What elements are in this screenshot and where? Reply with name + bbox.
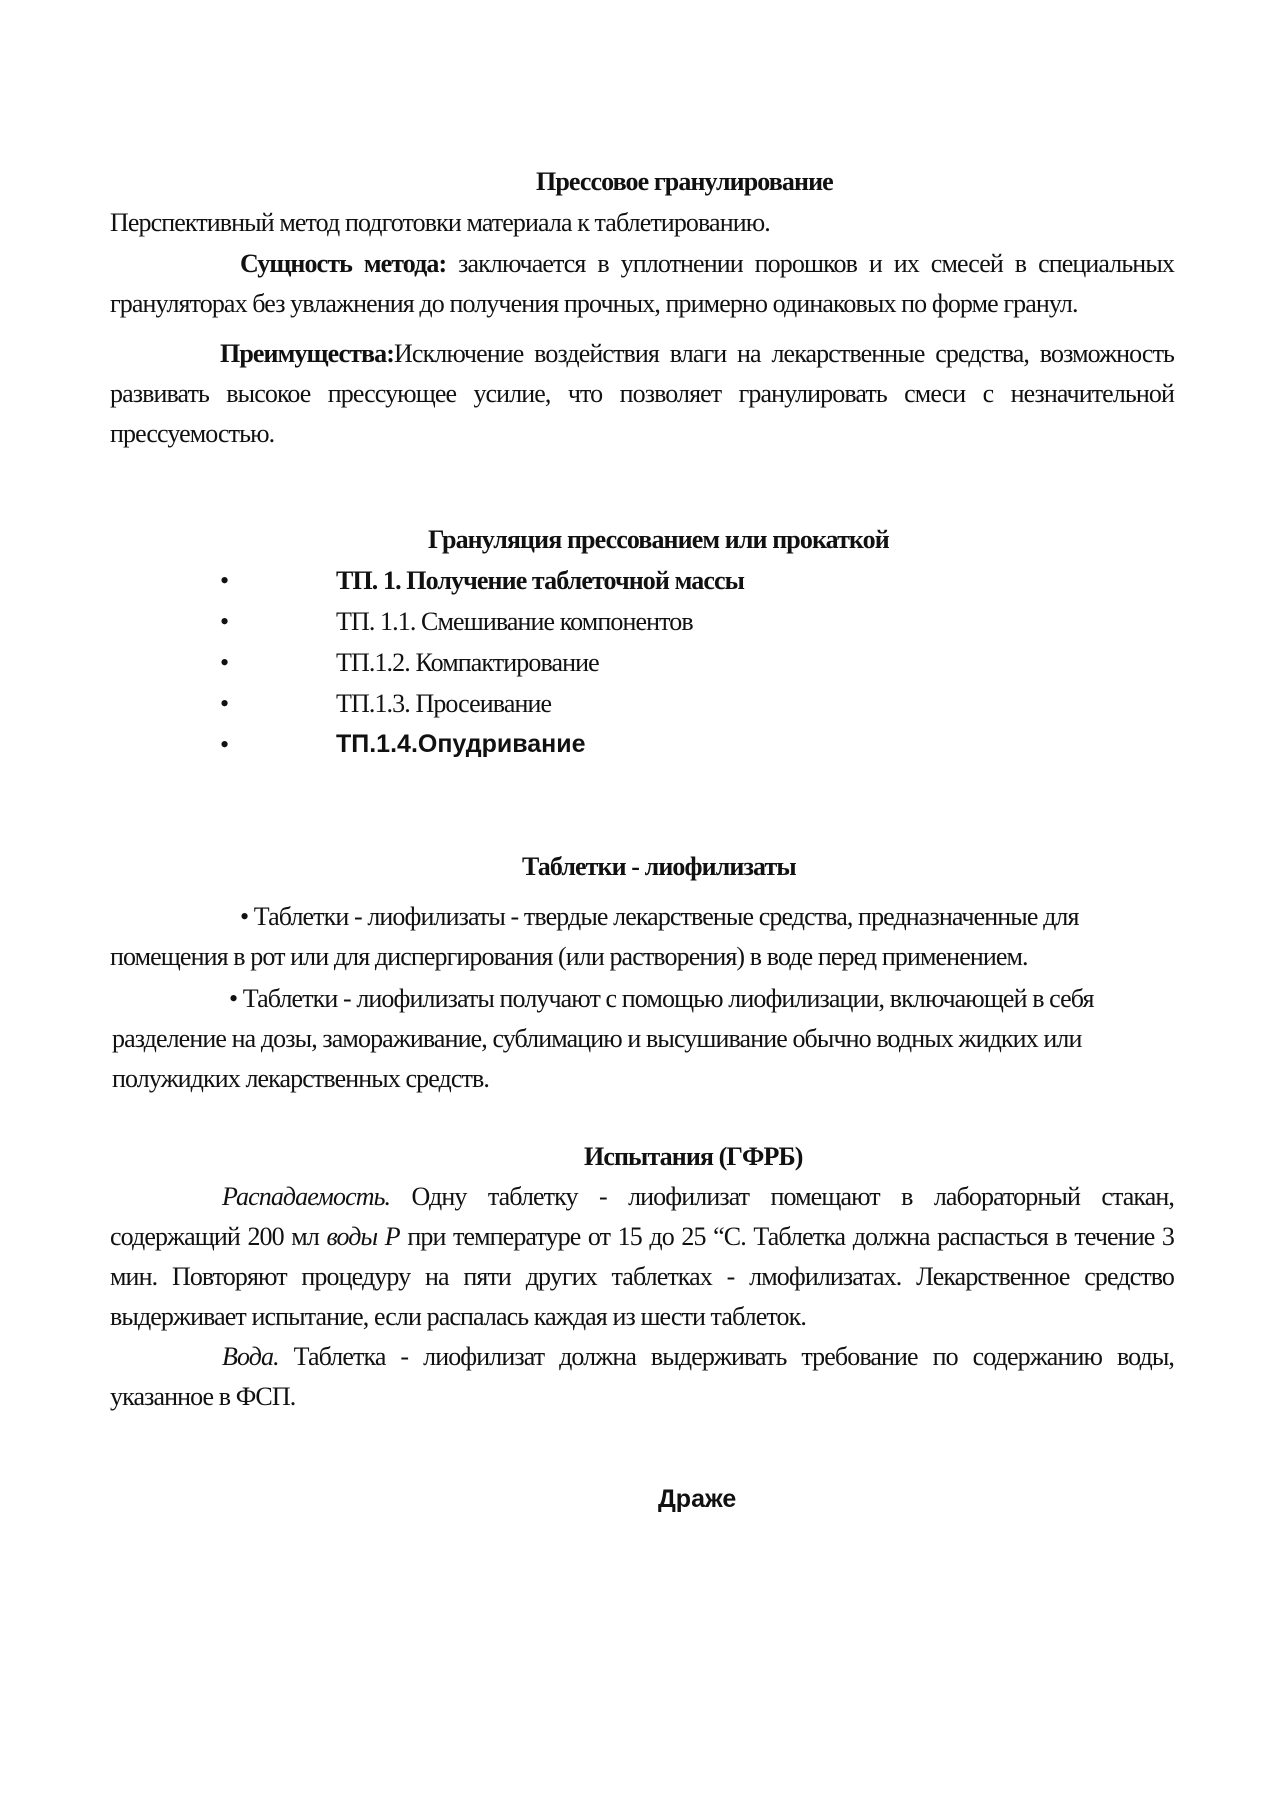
list-item [110, 560, 1174, 601]
tests-disintegration-paragraph [110, 1177, 1174, 1337]
water-text: Таблетка - лиофилизат должна выдерживать требование по содержанию воды, указанное в ФСП. [110, 1342, 1174, 1411]
bullet-icon: • [220, 607, 229, 636]
list-item [110, 601, 1174, 642]
heading-granulation-pressing: Грануляция прессованием или прокаткой [428, 525, 889, 554]
water-label: Вода. [222, 1342, 279, 1371]
pressing-advantages-paragraph [110, 334, 1174, 454]
heading-tests: Испытания (ГФРБ) [584, 1142, 803, 1171]
list-item-text: ТП.1.4.Опудривание [336, 730, 586, 758]
disintegration-text-2: при температуре от 15 до 25 “С. Таблетка должна распасться в течение 3 мин. Повторяют процедуру на пяти других таблетках - лмофилизатах. Лекарственное средство выдерживает испытание, если распалась каждая из шести таблеток. [110, 1222, 1174, 1331]
bullet-icon: • [220, 648, 229, 677]
pressing-intro: Перспективный метод подготовки материала к таблетированию. [110, 208, 770, 237]
spacer [110, 454, 1174, 520]
heading-dragee: Драже [658, 1485, 737, 1513]
disintegration-text-1: Одну таблетку - лиофилизат помещают в лабораторный стакан, содержащий 200 мл [110, 1182, 1174, 1251]
disintegration-label: Распадаемость. [222, 1182, 391, 1211]
advantages-label: Преимущества: [220, 339, 395, 368]
lyophilizates-paragraph-1: • Таблетки - лиофилизаты - твердые лекарственые средства, предназначенные для помещения в рот или для диспергирования (или растворения) в воде перед применением. [110, 902, 1079, 971]
list-item-text: ТП. 1. Получение таблеточной массы [336, 566, 744, 595]
essence-text: заключается в уплотнении порошков и их смесей в специальных грануляторах без увлажнения до получения прочных, примерно одинаковых по форме гранул. [110, 249, 1174, 318]
bullet-icon: • [220, 730, 229, 759]
advantages-text: Исключение воздействия влаги на лекарственные средства, возможность развивать высокое прессующее усилие, что позволяет гранулировать смеси с незначительной прессуемостью. [110, 339, 1174, 448]
list-item [110, 642, 1174, 683]
heading-pressing-granulation: Прессовое гранулирование [536, 167, 833, 196]
heading-lyophilizates: Таблетки - лиофилизаты [522, 852, 796, 881]
pressing-essence-paragraph [110, 244, 1174, 324]
lyophilizates-paragraph-2: • Таблетки - лиофилизаты получают с помощью лиофилизации, включающей в себя разделение на дозы, замораживание, сублимацию и высушивание обычно водных жидких или полужидких лекарственных средств. [112, 984, 1094, 1093]
spacer [110, 1417, 1174, 1479]
list-item [110, 724, 1174, 765]
disintegration-water: воды Р [326, 1222, 400, 1251]
essence-label: Сущность метода: [240, 249, 447, 278]
list-item-text: ТП.1.3. Просеивание [336, 689, 552, 718]
bullet-icon: • [220, 566, 229, 595]
tp-list [110, 560, 1174, 765]
document-content [110, 162, 1174, 1519]
list-item-text: ТП. 1.1. Смешивание компонентов [336, 607, 693, 636]
tests-water-paragraph [110, 1337, 1174, 1417]
list-item [110, 683, 1174, 724]
spacer [110, 765, 1174, 847]
bullet-icon: • [220, 689, 229, 718]
spacer [110, 1099, 1174, 1137]
list-item-text: ТП.1.2. Компактирование [336, 648, 599, 677]
